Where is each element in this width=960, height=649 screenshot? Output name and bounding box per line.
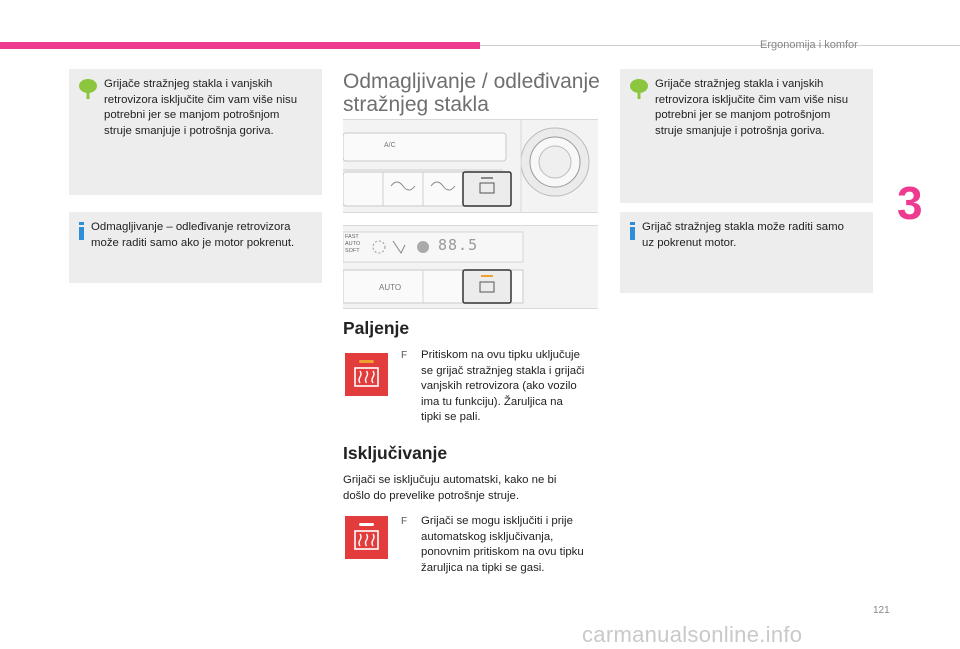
info-note-box [69, 212, 322, 283]
fast-auto-soft-label: FAST AUTO SOFT [345, 234, 361, 254]
climate-panel-top [343, 119, 598, 213]
auto-label: AUTO [379, 283, 402, 292]
rear-defrost-icon [345, 353, 388, 396]
heading-iskljucivanje: Isključivanje [343, 443, 448, 463]
heading-paljenje: Paljenje [343, 318, 410, 338]
eco-note-text: Grijače stražnjeg stakla i vanjskih retrovizora isključite čim vam više nisu potrebni jer se manjom potrošnjom struje smanjuje i potrošnja goriva. [655, 78, 849, 137]
temperature-display: 88.5 [438, 236, 479, 254]
bullet-marker: F [401, 350, 408, 361]
info-note-text: Odmagljivanje – odleđivanje retrovizora može raditi samo ako je motor pokrenut. [91, 221, 295, 249]
watermark: carmanualsonline.info [582, 622, 803, 647]
rear-defrost-button-off-icon [345, 516, 388, 559]
eco-note-text: Grijače stražnjeg stakla i vanjskih retrovizora isključite čim vam više nisu potrebni jer se manjom potrošnjom struje smanjuje i potrošnja goriva. [104, 78, 298, 137]
switch-off-intro: Grijači se isključuju automatski, kako ne bi došlo do prevelike potrošnje struje. [343, 474, 557, 502]
info-note-box-right [620, 212, 873, 293]
header-rule [480, 45, 960, 46]
eco-note-box [69, 69, 322, 195]
eco-note-box-right [620, 69, 873, 203]
rear-defrost-icon [345, 516, 388, 559]
info-icon [630, 222, 636, 240]
chapter-number: 3 [897, 177, 923, 229]
section-title: Ergonomija i komfor [760, 39, 858, 51]
climate-panel-top-drawing [343, 120, 598, 212]
eco-tree-icon [79, 79, 97, 99]
page-number: 121 [873, 605, 890, 616]
eco-tree-icon [630, 79, 648, 99]
info-note-text: Grijač stražnjeg stakla može raditi samo uz pokrenut motor. [642, 221, 844, 249]
header-accent-bar [0, 42, 480, 49]
ac-label: A/C [384, 142, 396, 149]
switch-off-text: Grijači se mogu isključiti i prije automatskog isključivanja, ponovnim pritiskom na ovu tipku žaruljica na tipki se gasi. [421, 515, 584, 574]
climate-panel-bottom [343, 225, 598, 309]
info-icon [79, 222, 85, 240]
bullet-marker: F [401, 516, 408, 527]
page-title: Odmagljivanje / odleđivanje stražnjeg stakla [343, 70, 600, 116]
switch-on-text: Pritiskom na ovu tipku uključuje se grijač stražnjeg stakla i grijači vanjskih retrovizora (ako vozilo ima tu funkciju). Žaruljica na tipki se pali. [421, 349, 585, 424]
rear-defrost-button-on-icon [345, 353, 388, 396]
